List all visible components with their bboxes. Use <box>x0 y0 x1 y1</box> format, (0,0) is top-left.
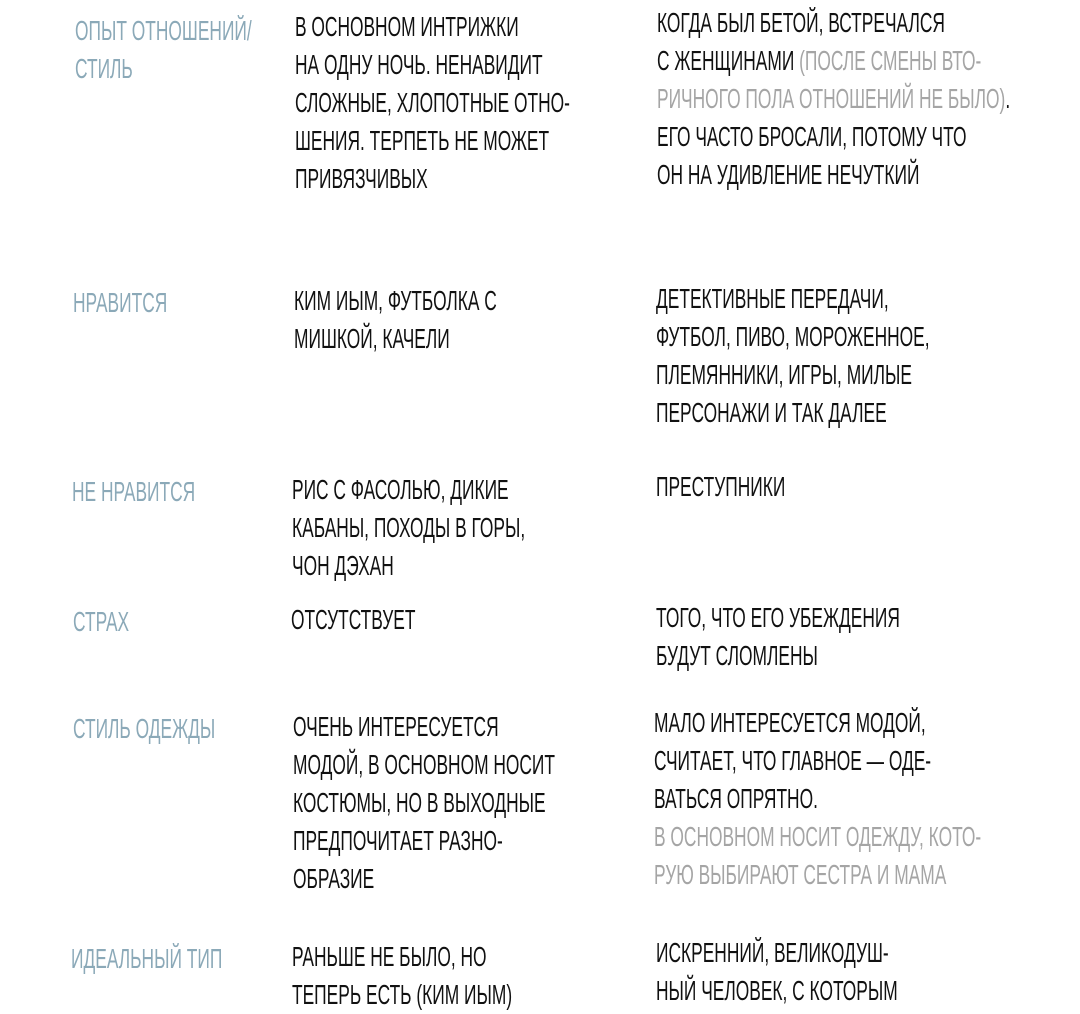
col2-ideal-type: ИСКРЕННИЙ, ВЕЛИКОДУШ- НЫЙ ЧЕЛОВЕК, С КОТОРЫМ <box>656 937 898 1006</box>
col1-likes: КИМ ИЫМ, ФУТБОЛКА С МИШКОЙ, КАЧЕЛИ <box>294 285 497 354</box>
col1-relationship-experience: В ОСНОВНОМ ИНТРИЖКИ НА ОДНУ НОЧЬ. НЕНАВИДИТ СЛОЖНЫЕ, ХЛОПОТНЫЕ ОТНО- ШЕНИЯ. ТЕРПЕТЬ НЕ МОЖЕТ ПРИВЯЗЧИВЫХ <box>295 11 570 194</box>
label-clothing-style: СТИЛЬ ОДЕЖДЫ <box>73 713 216 744</box>
col2-clothing-style: МАЛО ИНТЕРЕСУЕТСЯ МОДОЙ, СЧИТАЕТ, ЧТО ГЛАВНОЕ — ОДЕ- ВАТЬСЯ ОПРЯТНО. В ОСНОВНОМ НОСИТ ОДЕЖДУ, КОТО- РУЮ ВЫБИРАЮТ СЕСТРА И МАМА <box>654 707 982 890</box>
label-ideal-type: ИДЕАЛЬНЫЙ ТИП <box>71 943 223 974</box>
col2-likes: ДЕТЕКТИВНЫЕ ПЕРЕДАЧИ, ФУТБОЛ, ПИВО, МОРОЖЕННОЕ, ПЛЕМЯННИКИ, ИГРЫ, МИЛЫЕ ПЕРСОНАЖИ И ТАК ДАЛЕЕ <box>656 283 930 428</box>
label-relationship-experience: ОПЫТ ОТНОШЕНИЙ/ СТИЛЬ <box>75 15 252 84</box>
label-dislikes: НЕ НРАВИТСЯ <box>72 476 196 507</box>
label-fear: СТРАХ <box>73 606 130 637</box>
col1-ideal-type: РАНЬШЕ НЕ БЫЛО, НО ТЕПЕРЬ ЕСТЬ (КИМ ИЫМ) <box>292 941 513 1010</box>
col1-clothing-style: ОЧЕНЬ ИНТЕРЕСУЕТСЯ МОДОЙ, В ОСНОВНОМ НОСИТ КОСТЮМЫ, НО В ВЫХОДНЫЕ ПРЕДПОЧИТАЕТ РАЗНО- ОБРАЗИЕ <box>293 711 556 894</box>
col2-relationship-experience: КОГДА БЫЛ БЕТОЙ, ВСТРЕЧАЛСЯ С ЖЕНЩИНАМИ (ПОСЛЕ СМЕНЫ ВТО- РИЧНОГО ПОЛА ОТНОШЕНИЙ НЕ БЫЛО). ЕГО ЧАСТО БРОСАЛИ, ПОТОМУ ЧТО ОН НА УДИВЛЕНИЕ НЕЧУТКИЙ <box>657 7 1011 190</box>
label-likes: НРАВИТСЯ <box>73 287 168 318</box>
col2-fear: ТОГО, ЧТО ЕГО УБЕЖДЕНИЯ БУДУТ СЛОМЛЕНЫ <box>656 602 900 671</box>
col1-dislikes: РИС С ФАСОЛЬЮ, ДИКИЕ КАБАНЫ, ПОХОДЫ В ГОРЫ, ЧОН ДЭХАН <box>292 474 526 581</box>
col2-dislikes: ПРЕСТУПНИКИ <box>656 471 786 502</box>
col1-fear: ОТСУТСТВУЕТ <box>291 604 416 635</box>
